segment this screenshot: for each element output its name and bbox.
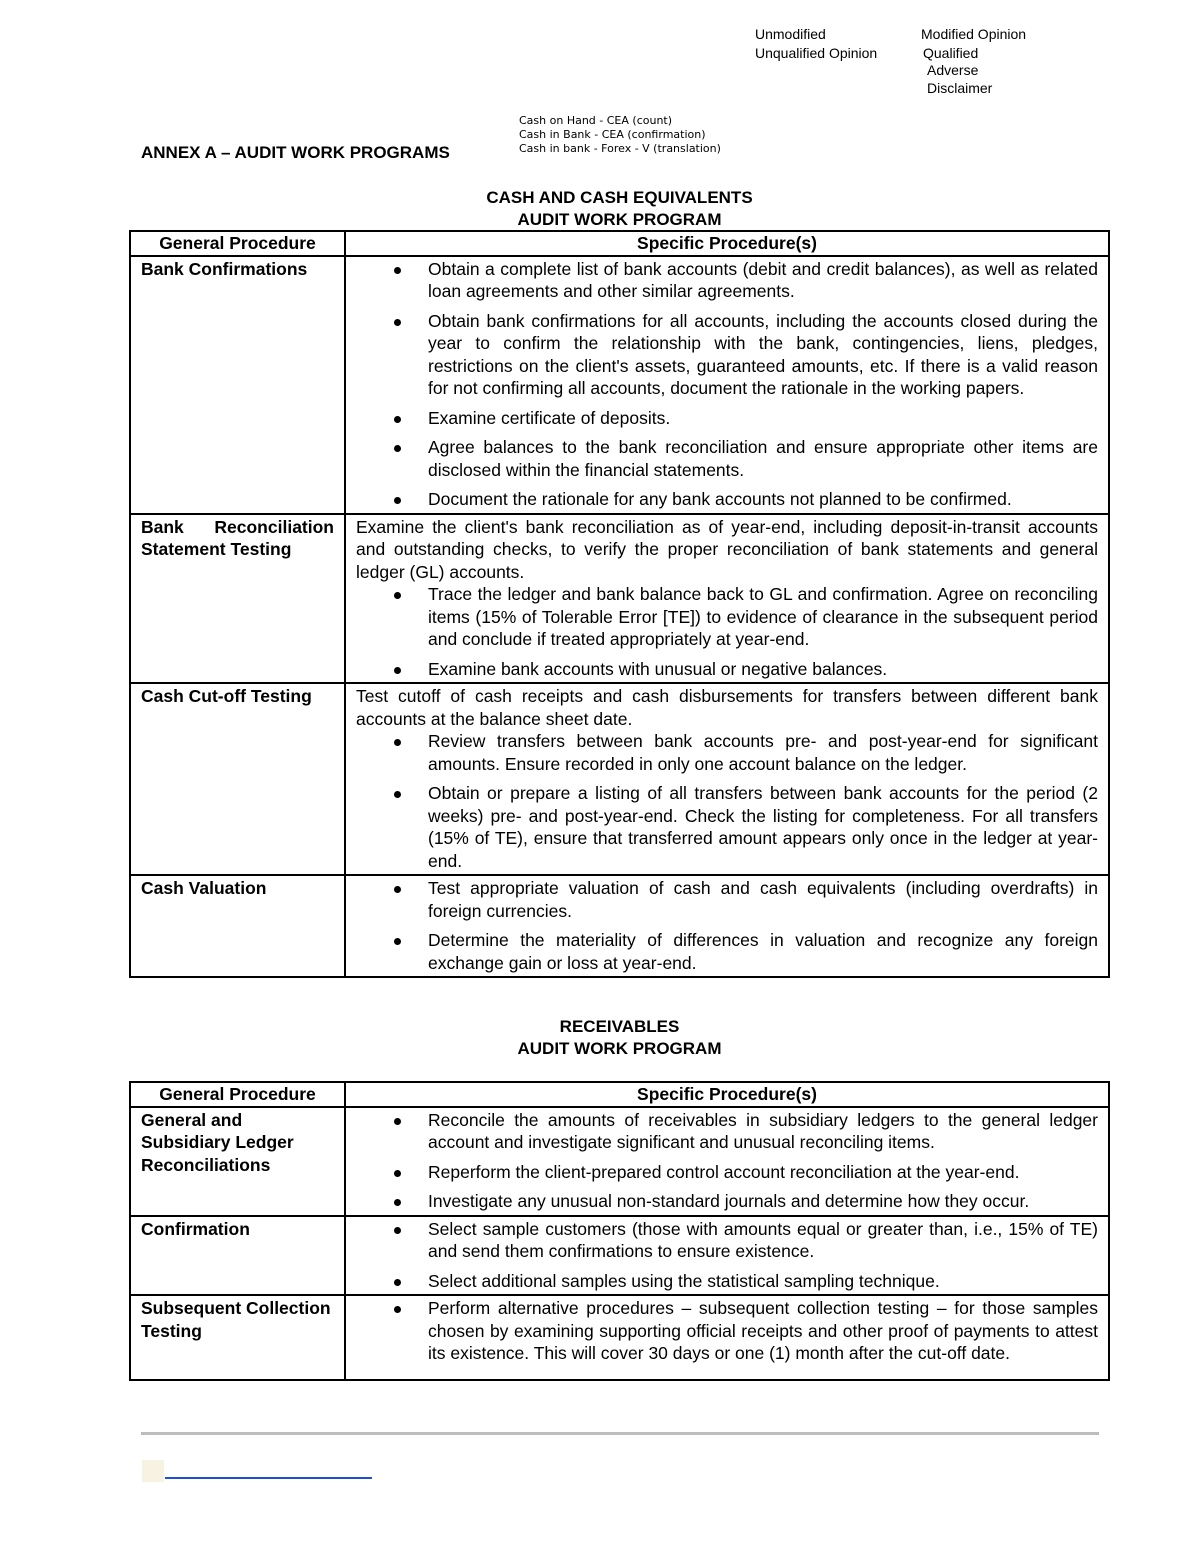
list-item [356, 877, 1098, 922]
specific-procedures [345, 1216, 1109, 1296]
bullet-icon [394, 938, 401, 945]
list-item [356, 436, 1098, 481]
table-row [130, 1216, 1109, 1296]
bullet-icon [394, 497, 401, 504]
list-item [356, 658, 1098, 681]
table-row [130, 683, 1109, 875]
bullet-text: Obtain or prepare a listing of all transfers between bank accounts for the period (2 weeks) pre- and post-year-end. Check the listing for completeness. For all transfers (15% of TE), ensure that transferred amount appears only once in the ledger at year-end. [428, 783, 1098, 871]
bullet-text: Trace the ledger and bank balance back to GL and confirmation. Agree on reconciling items (15% of Tolerable Error [TE]) to evidence of clearance in the subsequent period and conclude if treated appropriately at year-end. [428, 584, 1098, 649]
bullet-icon [394, 886, 401, 893]
table-row [130, 256, 1109, 514]
note-modified-opinion: Modified Opinion [921, 26, 1027, 42]
bullet-text: Select additional samples using the statistical sampling technique. [428, 1270, 940, 1291]
receivables-col-specific: Specific Procedure(s) [345, 1082, 1109, 1107]
list-item [356, 1297, 1098, 1365]
cash-header-row [130, 231, 1109, 256]
general-procedure-bank-reconciliation: Bank Reconciliation Statement Testing [130, 514, 345, 684]
bullet-text: Perform alternative procedures – subsequent collection testing – for those samples chosen by examining supporting official receipts and other proof of payments to attest its existence. This will cover 30 days or one (1) month after the cut-off date. [428, 1298, 1098, 1363]
bullet-icon [394, 1199, 401, 1206]
table-row [130, 1107, 1109, 1216]
hand-note-cash-in-bank: Cash in Bank - CEA (confirmation) [519, 128, 706, 141]
general-procedure-confirmation: Confirmation [130, 1216, 345, 1296]
list-item [356, 1190, 1098, 1213]
receivables-header-row [130, 1082, 1109, 1107]
bullet-text: Obtain a complete list of bank accounts (debit and credit balances), as well as related loan agreements and other similar agreements. [428, 258, 1098, 301]
receivables-title-line1: RECEIVABLES [559, 1017, 680, 1036]
bullet-text: Investigate any unusual non-standard journals and determine how they occur. [428, 1191, 1030, 1211]
cash-col-specific: Specific Procedure(s) [345, 231, 1109, 256]
list-item [356, 488, 1098, 511]
note-adverse: Adverse [927, 62, 979, 78]
footer-link[interactable] [165, 1477, 372, 1479]
specific-procedures [345, 256, 1109, 514]
receivables-audit-table [129, 1081, 1110, 1381]
hand-note-cash-in-bank-forex: Cash in bank - Forex - V (translation) [519, 142, 721, 155]
annex-title: ANNEX A – AUDIT WORK PROGRAMS [141, 143, 450, 162]
bullet-text: Reconcile the amounts of receivables in subsidiary ledgers to the general ledger account and investigate significant and unusual reconciling items. [428, 1109, 1098, 1152]
procedure-intro: Test cutoff of cash receipts and cash disbursements for transfers between different bank accounts at the balance sheet date. [356, 686, 1098, 729]
cash-audit-table [129, 230, 1110, 978]
general-procedure-subsequent-collection: Subsequent Collection Testing [130, 1295, 345, 1380]
list-item [356, 407, 1098, 430]
bullet-icon [394, 1306, 401, 1313]
note-unmodified: Unmodified [755, 26, 826, 42]
list-item [356, 583, 1098, 651]
cash-title-line2: AUDIT WORK PROGRAM [517, 210, 722, 229]
receivables-title-line2: AUDIT WORK PROGRAM [517, 1039, 722, 1058]
bullet-icon [394, 319, 401, 326]
bullet-text: Determine the materiality of differences in valuation and recognize any foreign exchange gain or loss at year-end. [428, 930, 1098, 973]
receivables-col-general: General Procedure [130, 1082, 345, 1107]
bullet-icon [394, 791, 401, 798]
bullet-icon [394, 416, 401, 423]
specific-procedures [345, 514, 1109, 684]
table-row [130, 875, 1109, 977]
bullet-text: Examine certificate of deposits. [428, 407, 671, 428]
list-item [356, 929, 1098, 974]
bullet-text: Agree balances to the bank reconciliation and ensure appropriate other items are disclosed within the financial statements. [428, 437, 1098, 480]
note-disclaimer: Disclaimer [927, 80, 993, 96]
bullet-icon [394, 1118, 401, 1125]
general-procedure-bank-confirmations: Bank Confirmations [130, 256, 345, 514]
list-item [356, 1109, 1098, 1154]
bullet-icon [394, 667, 401, 674]
cash-title-line1: CASH AND CASH EQUIVALENTS [486, 188, 753, 207]
list-item [356, 782, 1098, 872]
list-item [356, 310, 1098, 400]
cash-section-title [129, 187, 1110, 231]
specific-procedures [345, 1107, 1109, 1216]
hand-note-cash-on-hand: Cash on Hand - CEA (count) [519, 114, 673, 127]
specific-procedures [345, 683, 1109, 875]
bullet-icon [394, 1279, 401, 1286]
general-procedure-cash-valuation: Cash Valuation [130, 875, 345, 977]
table-row [130, 1295, 1109, 1380]
bullet-icon [394, 445, 401, 452]
bullet-text: Review transfers between bank accounts pre- and post-year-end for significant amounts. Ensure recorded in only one account balance on the ledger. [428, 731, 1098, 774]
bullet-icon [394, 1170, 401, 1177]
list-item [356, 1218, 1098, 1263]
note-qualified: Qualified [923, 45, 979, 61]
note-unqualified-opinion: Unqualified Opinion [755, 45, 878, 61]
list-item [356, 730, 1098, 775]
specific-procedures [345, 1295, 1109, 1380]
bullet-text: Obtain bank confirmations for all accounts, including the accounts closed during the year to confirm the relationship with the bank, contingencies, liens, pledges, restrictions on the client's assets, guaranteed amounts, etc. If there is a valid reason for not confirming all accounts, document the rationale in the working papers. [428, 310, 1098, 398]
list-item [356, 1161, 1098, 1184]
bullet-icon [394, 592, 401, 599]
footer-logo [142, 1460, 164, 1482]
table-row [130, 514, 1109, 684]
bullet-icon [394, 267, 401, 274]
specific-procedures [345, 875, 1109, 977]
bullet-text: Document the rationale for any bank accounts not planned to be confirmed. [428, 489, 1012, 509]
cash-col-general: General Procedure [130, 231, 345, 256]
bullet-icon [394, 1227, 401, 1234]
receivables-section-title [129, 1016, 1110, 1060]
bullet-icon [394, 739, 401, 746]
list-item [356, 1270, 1098, 1293]
bullet-text: Examine bank accounts with unusual or negative balances. [428, 658, 888, 679]
bullet-text: Reperform the client-prepared control account reconciliation at the year-end. [428, 1161, 1020, 1182]
procedure-intro: Examine the client's bank reconciliation as of year-end, including deposit-in-transit accounts and outstanding checks, to verify the proper reconciliation of bank statements and general ledger (GL) accounts. [356, 516, 1098, 582]
general-procedure-cash-cutoff: Cash Cut-off Testing [130, 683, 345, 875]
general-procedure-ledger-reconciliations: General and Subsidiary Ledger Reconciliations [130, 1107, 345, 1216]
list-item [356, 258, 1098, 303]
bullet-text: Select sample customers (those with amounts equal or greater than, i.e., 15% of TE) and send them confirmations to ensure existence. [428, 1218, 1098, 1261]
bullet-text: Test appropriate valuation of cash and cash equivalents (including overdrafts) in foreign currencies. [428, 878, 1098, 921]
footer-divider [141, 1432, 1099, 1435]
